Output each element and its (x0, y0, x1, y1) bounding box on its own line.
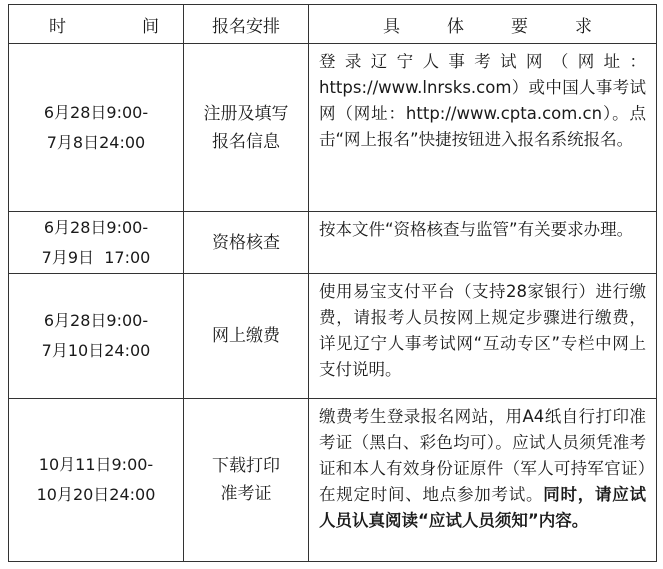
header-req-char: 求 (575, 16, 592, 37)
requirement-cell: 使用易宝支付平台（支持28家银行）进行缴费，请报考人员按网上规定步骤进行缴费，详见辽宁人事考试网“互动专区”专栏中网上支付说明。 (309, 274, 657, 399)
arrangement-cell (184, 399, 309, 562)
time-end: 7月8日24:00 (46, 132, 146, 152)
arrangement-cell (184, 212, 309, 274)
header-req-char: 要 (511, 16, 528, 37)
table-row (9, 212, 657, 274)
time-start: 6月28日9:00- (43, 311, 149, 330)
requirement-cell: 按本文件“资格核查与监管”有关要求办理。 (309, 212, 657, 274)
time-cell (9, 212, 184, 274)
requirement-cell: 登录辽宁人事考试网（网址：https://www.lnrsks.com）或中国人事考试网（网址：http://www.cpta.com.cn）。点击“网上报名”快捷按钮进入报名系统报名。 (309, 44, 657, 212)
arrangement-line: 注册及填写 (203, 103, 289, 124)
time-cell (9, 44, 184, 212)
arrangement-line: 准考证 (220, 484, 272, 504)
arrangement-line: 资格核查 (212, 232, 280, 253)
arrangement-line: 下载打印 (212, 456, 280, 476)
time-end: 10月20日24:00 (36, 485, 156, 504)
time-end: 7月9日 17:00 (41, 247, 151, 267)
time-start: 6月28日9:00- (43, 102, 149, 122)
arrangement-line: 网上缴费 (212, 326, 280, 346)
header-arrangement: 报名安排 (184, 5, 309, 44)
requirement-text: 缴费考生登录报名网站，用A4纸自行打印准考证（黑白、彩色均可）。应试人员须凭准考证和本人有效身份证原件（军人可持军官证）在规定时间、地点参加考试。 (319, 407, 646, 504)
time-end: 7月10日24:00 (41, 341, 151, 360)
header-req-char: 体 (447, 16, 464, 37)
arrangement-cell (184, 274, 309, 399)
schedule-table (8, 4, 657, 562)
header-time-char: 间 (142, 16, 159, 37)
time-cell (9, 399, 184, 562)
arrangement-line: 报名信息 (212, 131, 280, 152)
header-req-char: 具 (383, 16, 400, 37)
time-start: 10月11日9:00- (38, 455, 154, 474)
time-cell (9, 274, 184, 399)
header-time-char: 时 (49, 16, 66, 37)
table-row (9, 44, 657, 212)
time-start: 6月28日9:00- (43, 217, 149, 237)
arrangement-cell (184, 44, 309, 212)
header-requirements (309, 5, 657, 44)
requirement-bold-note: 同时，请应试人员认真阅读“应试人员须知”内容。 (319, 485, 646, 530)
table-row (9, 399, 657, 562)
header-row (9, 5, 657, 44)
requirement-cell (309, 399, 657, 562)
header-time (9, 5, 184, 44)
table-row (9, 274, 657, 399)
